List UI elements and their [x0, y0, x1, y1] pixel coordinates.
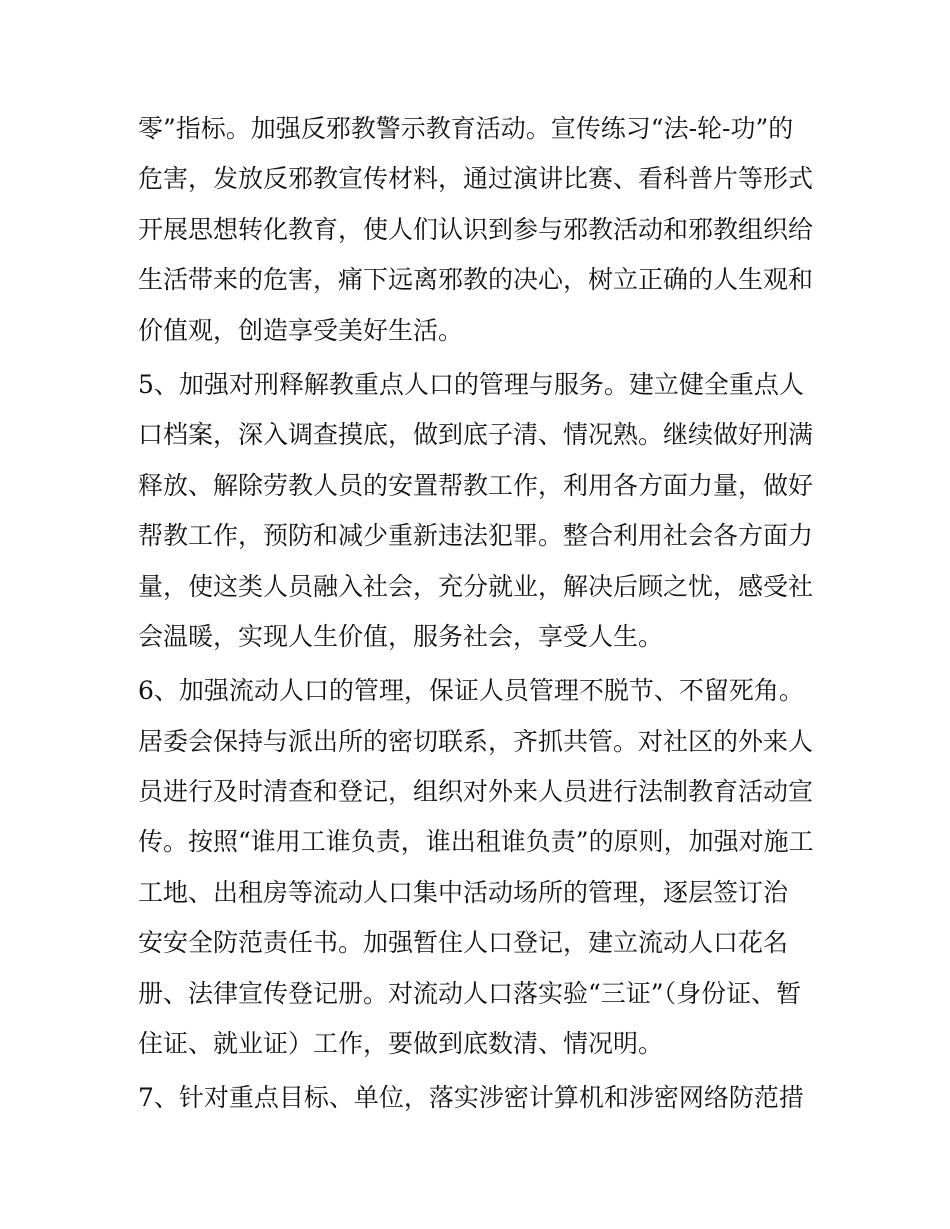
text-line: 6、加强流动人口的管理，保证人员管理不脱节、不留死角。 — [138, 676, 804, 706]
text-line: 册、法律宣传登记册。对流动人口落实验“三证”（身份证、暂 — [138, 978, 802, 1008]
text-line: 口档案，深入调查摸底，做到底子清、情况熟。继续做好刑满 — [138, 420, 814, 450]
text-line: 会温暖，实现人生价值，服务社会，享受人生。 — [138, 621, 664, 651]
text-line: 零”指标。加强反邪教警示教育活动。宣传练习“法-轮-功”的 — [138, 114, 794, 143]
text-line: 开展思想转化教育，使人们认识到参与邪教活动和邪教组织给 — [138, 214, 814, 244]
text-line: 释放、解除劳教人员的安置帮教工作，利用各方面力量，做好 — [138, 470, 814, 500]
paragraph-item-5 — [138, 360, 818, 662]
text-line: 住证、就业证）工作，要做到底数清、情况明。 — [138, 1029, 664, 1059]
text-line: 员进行及时清查和登记，组织对外来人员进行法制教育活动宣 — [138, 777, 814, 807]
text-line: 7、针对重点目标、单位，落实涉密计算机和涉密网络防范措 — [138, 1083, 804, 1113]
text-line: 价值观，创造享受美好生活。 — [138, 315, 464, 345]
text-line: 5、加强对刑释解教重点人口的管理与服务。建立健全重点人 — [138, 369, 804, 399]
text-line: 居委会保持与派出所的密切联系，齐抓共管。对社区的外来人 — [138, 726, 814, 756]
paragraph-anti-cult-education — [138, 104, 818, 356]
text-line: 生活带来的危害，痛下远离邪教的决心，树立正确的人生观和 — [138, 265, 814, 295]
text-line: 帮教工作，预防和减少重新违法犯罪。整合利用社会各方面力 — [138, 521, 814, 551]
text-line: 工地、出租房等流动人口集中活动场所的管理，逐层签订治 — [138, 877, 789, 907]
paragraph-item-7 — [138, 1073, 818, 1123]
text-line: 危害，发放反邪教宣传材料，通过演讲比赛、看科普片等形式 — [138, 164, 814, 194]
document-body — [138, 104, 818, 1124]
text-line: 传。按照“谁用工谁负责，谁出租谁负责”的原则，加强对施工 — [138, 827, 814, 857]
text-line: 量，使这类人员融入社会，充分就业，解决后顾之忧，感受社 — [138, 571, 814, 601]
paragraph-item-6 — [138, 666, 818, 1069]
text-line: 安安全防范责任书。加强暂住人口登记，建立流动人口花名 — [138, 928, 789, 958]
